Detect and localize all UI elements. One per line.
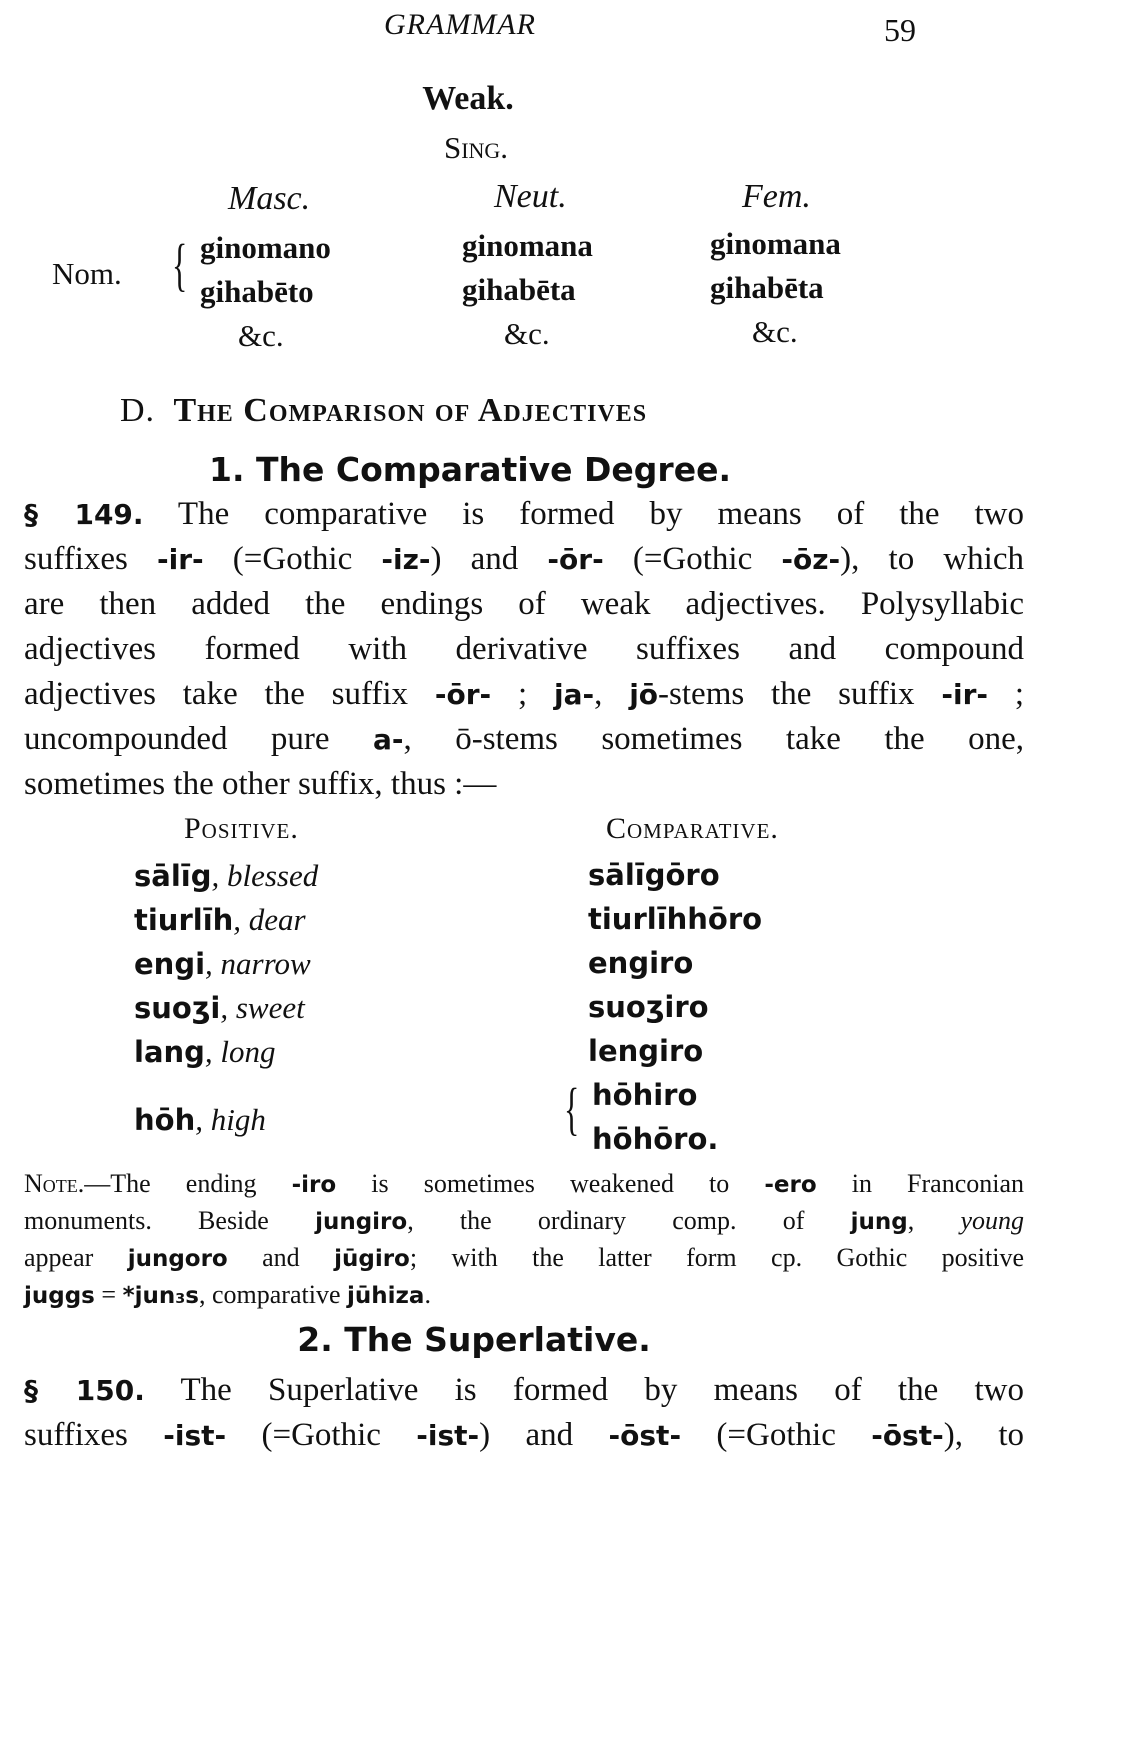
paragraph-150 [24, 1368, 1024, 1458]
p150-line-2: suffixes -ist- (=Gothic -ist-) and -ōst- (=Gothic -ōst-), to [24, 1417, 1024, 1453]
gender-fem: Fem. [742, 178, 811, 215]
neut-form-1: ginomana [462, 228, 593, 263]
p149-line-3: are then added the endings of weak adjectives. Polysyllabic [24, 586, 1024, 622]
comparative-row-4: suoʒiro [588, 990, 709, 1024]
positive-row-4: suoʒi, sweet [134, 990, 305, 1025]
case-label-nom: Nom. [52, 256, 122, 291]
weak-heading: Weak. [422, 80, 514, 117]
comparative-row-5: lengiro [588, 1034, 704, 1068]
p149-line-2: suffixes -ir- (=Gothic -iz-) and -ōr- (=Gothic -ōz-), to which [24, 541, 1024, 577]
comparative-row-2: tiurlīhhōro [588, 902, 763, 936]
section-d-title: The Comparison of Adjectives [173, 392, 648, 429]
fem-form-2: gihabēta [710, 270, 824, 305]
positive-row-2: tiurlīh, dear [134, 902, 306, 937]
comparative-heading: 1. The Comparative Degree. [208, 450, 732, 489]
sing-heading: Sing. [443, 130, 509, 165]
section-number-150: § 150. [24, 1374, 145, 1407]
comparative-column-header: Comparative. [606, 812, 779, 845]
note-line-4: juggs = *jun₃s, comparative jūhiza. [24, 1280, 431, 1309]
gender-neut: Neut. [494, 178, 567, 215]
note-line-1: Note.—The ending -iro is sometimes weakened to -ero in Franconian [24, 1169, 1024, 1198]
positive-column-header: Positive. [184, 812, 299, 845]
p149-line-6: uncompounded pure a-, ō-stems sometimes take the one, [24, 721, 1024, 757]
positive-row-1: sālīg, blessed [134, 858, 319, 893]
section-number-149: § 149. [24, 498, 144, 531]
comparative-row-3: engiro [588, 946, 694, 980]
section-d-letter: D. [120, 392, 156, 429]
positive-row-6: hōh, high [134, 1102, 266, 1137]
comparative-row-1: sālīgōro [588, 858, 720, 892]
page-number: 59 [884, 12, 916, 48]
fem-etc: &c. [752, 314, 798, 349]
neut-etc: &c. [504, 316, 550, 351]
p149-line-4: adjectives formed with derivative suffixes and compound [24, 631, 1024, 667]
masc-form-1: ginomano [200, 230, 331, 265]
note-line-2: monuments. Beside jungiro, the ordinary comp. of jung, young [24, 1206, 1025, 1235]
superlative-heading: 2. The Superlative. [297, 1320, 651, 1359]
running-title: GRAMMAR [384, 8, 536, 41]
comparative-row-6a: hōhiro [592, 1078, 698, 1112]
p149-line-5: adjectives take the suffix -ōr- ; ja-, jō-stems the suffix -ir- ; [24, 676, 1025, 712]
p149-line-7: sometimes the other suffix, thus :— [24, 766, 497, 802]
p150-line-1: § 150. The Superlative is formed by means of the two [24, 1372, 1024, 1408]
comparative-row-6b: hōhōro. [592, 1122, 719, 1156]
paragraph-149 [24, 492, 1024, 807]
neut-form-2: gihabēta [462, 272, 576, 307]
gender-masc: Masc. [228, 180, 311, 217]
brace-icon: { [564, 1076, 580, 1141]
p149-line-1: § 149. The comparative is formed by means of the two [24, 496, 1024, 532]
masc-etc: &c. [238, 318, 284, 353]
note-label: Note. [24, 1169, 85, 1198]
section-d-heading [120, 392, 647, 430]
note-block [24, 1166, 1024, 1314]
masc-form-2: gihabēto [200, 274, 314, 309]
brace-icon: { [172, 232, 188, 297]
positive-row-5: lang, long [134, 1034, 276, 1069]
note-line-3: appear jungoro and jūgiro; with the latter form cp. Gothic positive [24, 1243, 1024, 1272]
fem-form-1: ginomana [710, 226, 841, 261]
positive-row-3: engi, narrow [134, 946, 311, 981]
